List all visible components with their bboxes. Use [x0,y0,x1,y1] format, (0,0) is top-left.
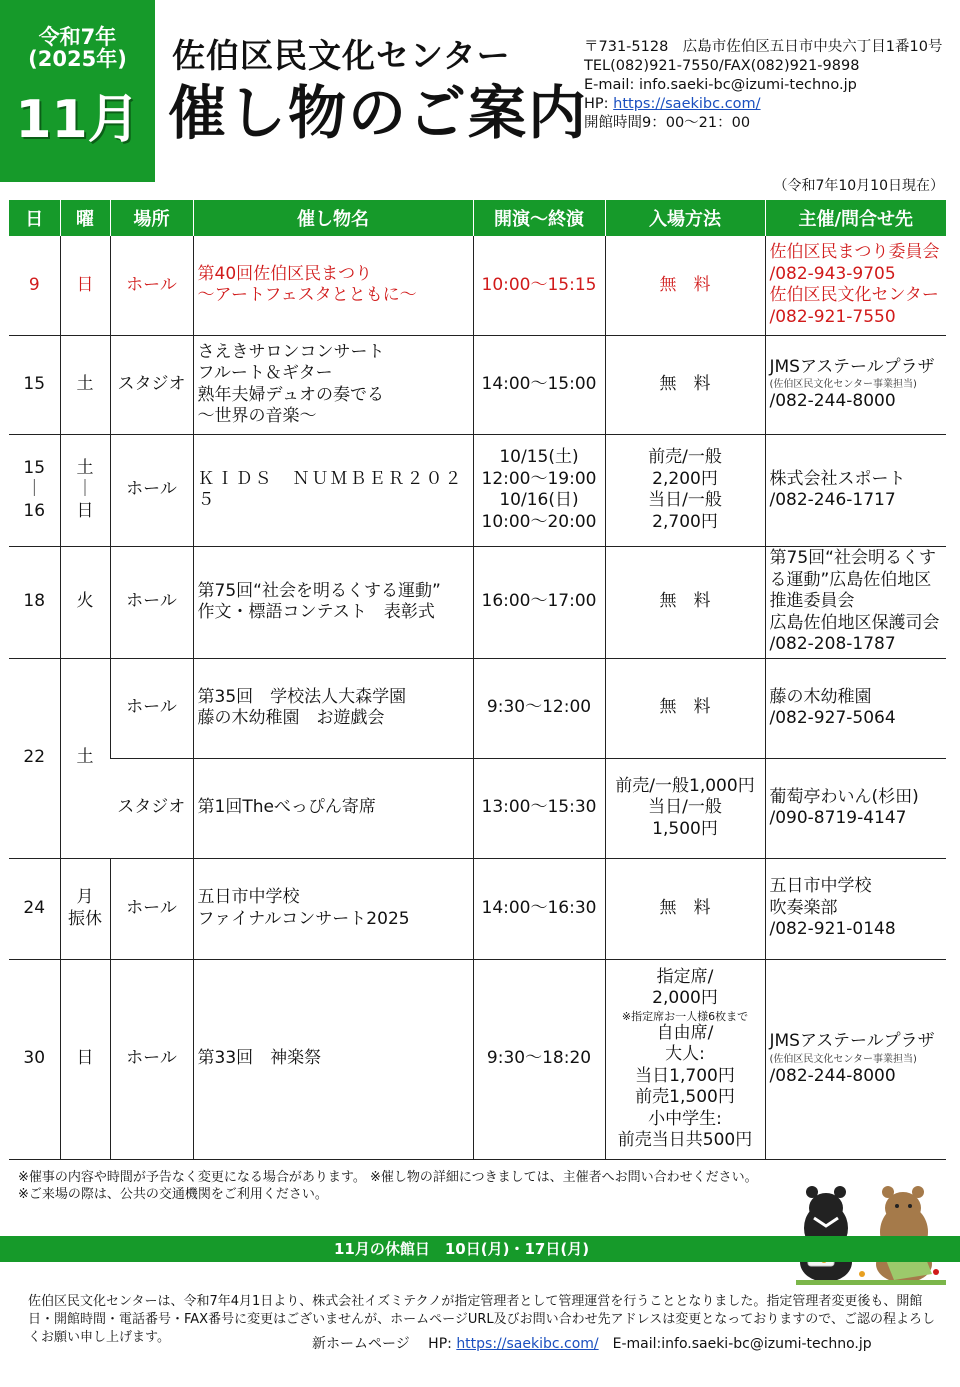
title-cell-line: 熟年夫婦デュオの奏でる [197,384,384,405]
title-cell [193,236,473,335]
entry-cell-line: 無 料 [659,897,711,918]
homepage-line [584,95,942,114]
organizer-cell [765,546,946,658]
entry-cell [605,858,765,959]
entry-cell-line: 1,500円 [652,818,718,839]
weekday-cell: 火 [60,546,110,658]
organizer-cell-line: 吹奏楽部 [769,897,838,918]
weekday-cell: 土 [60,335,110,434]
time-cell-line: 12:00～19:00 [481,468,597,489]
title-cell-line: ファイナルコンサート2025 [197,908,410,929]
column-header: 主催/問合せ先 [765,200,946,236]
venue-cell: スタジオ [110,758,193,858]
entry-cell [605,434,765,546]
title-cell [193,959,473,1159]
entry-cell-line: 前売当日共500円 [617,1130,753,1150]
title-cell-line: 第33回 神楽祭 [197,1048,322,1069]
entry-cell-line: 無 料 [659,373,711,394]
entry-cell-line: 小中学生: [648,1108,722,1129]
entry-cell-line: 2,200円 [652,468,718,489]
title-cell-line: ～アートフェスタとともに～ [197,285,417,306]
weekday-cell: 土 [60,658,110,858]
organizer-cell-line: 佐伯区民まつり委員会 [769,242,940,263]
time-cell-line: 10:00～20:00 [481,511,597,532]
organizer-cell [765,335,946,434]
badge-month: 11月 [15,90,140,150]
venue-cell: スタジオ [110,335,193,434]
table-row [9,758,946,858]
column-header: 曜 [60,200,110,236]
organizer-cell [765,434,946,546]
day-cell: 9 [9,236,60,335]
organizer-cell [765,858,946,959]
venue-cell: ホール [110,858,193,959]
entry-cell-line: 当日1,700円 [635,1065,735,1086]
time-cell-line: 16:00～17:00 [481,591,597,612]
organizer-cell-line: /082-208-1787 [769,634,896,655]
organizer-cell-line: /082-921-7550 [769,306,896,327]
note-line: ※ご来場の際は、公共の交通機関をご利用ください。 [18,1187,328,1202]
weekday-cell: 日 [60,959,110,1159]
day-cell: 15 [9,335,60,434]
day-cell: 22 [9,658,60,858]
entry-cell [605,236,765,335]
venue-cell: ホール [110,236,193,335]
entry-cell-line: 無 料 [659,274,711,295]
organizer-cell-line: JMSアステールプラザ [769,356,935,377]
footer-notice: 佐伯区民文化センターは、令和7年4月1日より、株式会社イズミテクノが指定管理者として管理運営を行うこととなりました。指定管理者変更後も、開館日・開館時間・電話番号・FAX番号に変更はございませんが、ホームページURL及びお問い合わせ先アドレスは変更となっておりますので、ご認の程よろしくお願い申し上げます。 [28,1294,935,1345]
time-cell-line: 14:00～16:30 [481,897,597,918]
title-cell-line: フルート＆ギター [197,363,333,383]
weekday-cell: 月 振休 [60,858,110,959]
day-cell: 18 [9,546,60,658]
badge-year: (2025年) [28,47,127,71]
hp-link[interactable]: https://saekibc.com/ [613,96,761,112]
entry-cell-line: 自由席/ [656,1022,714,1043]
table-row [9,335,946,434]
org-note: (佐伯区民文化センター事業担当) [769,379,917,390]
table-header-row [9,200,946,236]
title-cell-line: ＫＩＤＳ ＮＵＭＢＥＲ２０２５ [197,468,464,510]
title-cell [193,335,473,434]
venue-cell: ホール [110,959,193,1159]
time-cell-line: 10/16(日) [499,490,579,510]
entry-cell-line: ※指定席お一人様6枚まで [621,1009,749,1023]
time-cell-line: 10/15(土) [499,447,579,467]
time-cell-line: 9:30～12:00 [486,697,592,718]
venue-cell: ホール [110,658,193,758]
time-cell-line: 10:00～15:15 [481,274,597,295]
table-row [9,959,946,1159]
column-header: 日 [9,200,60,236]
time-cell [473,758,605,858]
table-row [9,658,946,758]
page-title: 催し物のご案内 [168,79,589,147]
entry-cell-line: 指定席/ [656,966,714,987]
venue-title: 佐伯区民文化センター [172,36,511,75]
title-cell-line: 第35回 学校法人大森学園 [197,686,407,707]
entry-cell-line: 当日/一般 [648,797,722,818]
time-cell [473,236,605,335]
footer-hp-link[interactable]: https://saekibc.com/ [456,1336,599,1352]
organizer-cell-line: 第75回“社会明るくす [769,548,936,569]
organizer-cell-line: 葡萄亭わいん(杉田) [769,786,919,807]
entry-cell-line: 無 料 [659,697,711,718]
footer-hp-label: 新ホームページ HP: [312,1336,457,1352]
entry-cell [605,335,765,434]
organizer-cell-line: 佐伯区民文化センター [769,285,939,306]
organizer-cell-line: 株式会社スポート [769,468,906,489]
entry-cell [605,758,765,858]
day-cell: 15 ｜ 16 [9,434,60,546]
organizer-cell-line: 五日市中学校 [769,876,872,897]
hp-label: HP: [584,96,614,112]
table-row [9,236,946,335]
organizer-cell [765,236,946,335]
organizer-cell [765,959,946,1159]
time-cell [473,658,605,758]
entry-cell-line: 当日/一般 [648,490,722,510]
organizer-cell-line: /082-921-0148 [769,919,896,940]
events-table [9,200,946,1160]
address: 〒731-5128 広島市佐伯区五日市中央六丁目1番10号 [584,39,943,55]
closed-days: 11月の休館日 10日(月)・17日(月) [334,1240,590,1258]
title-cell-line: 五日市中学校 [197,887,300,907]
entry-cell-line: 2,700円 [652,511,718,532]
era-year [0,26,155,70]
title-cell [193,758,473,858]
column-header: 催し物名 [193,200,473,236]
organizer-cell-line: /082-927-5064 [769,708,896,728]
time-cell [473,546,605,658]
month-badge [0,0,155,182]
day-cell: 24 [9,858,60,959]
organizer-cell-line: /082-246-1717 [769,490,896,510]
email: E-mail: info.saeki-bc@izumi-techno.jp [584,77,857,93]
time-cell [473,959,605,1159]
time-cell-line: 13:00～15:30 [481,797,597,818]
footer-email: E-mail:info.saeki-bc@izumi-techno.jp [598,1336,872,1352]
title-cell-line: ～世界の音楽～ [197,406,317,426]
time-cell [473,335,605,434]
time-cell-line: 9:30～18:20 [486,1048,592,1069]
entry-cell [605,658,765,758]
opening-hours: 開館時間9：00～21：00 [584,115,751,131]
notes [18,1169,758,1203]
time-cell-line: 14:00～15:00 [481,373,597,394]
contact-block [584,38,942,133]
venue-cell: ホール [110,546,193,658]
entry-cell [605,546,765,658]
venue-cell: ホール [110,434,193,546]
day-cell: 30 [9,959,60,1159]
footer-contact [312,1333,872,1353]
organizer-cell-line: JMSアステールプラザ [769,1031,935,1051]
entry-cell-line: 大人: [665,1044,705,1064]
title-cell [193,546,473,658]
column-header: 開演～終演 [473,200,605,236]
column-header: 場所 [110,200,193,236]
entry-cell-line: 2,000円 [652,988,718,1008]
column-header: 入場方法 [605,200,765,236]
table-row [9,858,946,959]
org-note: (佐伯区民文化センター事業担当) [769,1053,917,1065]
entry-cell [605,959,765,1159]
organizer-cell-line: /082-943-9705 [769,263,896,284]
title-cell-line: 第75回“社会を明るくする運動” [197,580,441,601]
title-cell-line: 作文・標語コンテスト 表彰式 [197,602,435,622]
entry-cell-line: 前売/一般1,000円 [615,775,755,796]
table-row [9,546,946,658]
time-cell [473,858,605,959]
organizer-cell-line: る運動”広島佐伯地区 [769,569,932,590]
title-cell-line: 第40回佐伯区民まつり [197,263,373,284]
note-line: ※催事の内容や時間が予告なく変更になる場合があります。 ※催し物の詳細につきましては、主催者へお問い合わせください。 [18,1170,758,1185]
entry-cell-line: 無 料 [659,591,711,612]
title-cell [193,858,473,959]
as-of-date: （令和7年10月10日現在） [773,178,944,194]
weekday-cell: 土 ｜ 日 [60,434,110,546]
weekday-cell: 日 [60,236,110,335]
entry-cell-line: 前売1,500円 [635,1087,735,1107]
title-cell-line: 藤の木幼稚園 お遊戯会 [197,708,385,728]
badge-era: 令和7年 [38,25,117,49]
organizer-cell-line: /090-8719-4147 [769,808,907,828]
title-cell [193,434,473,546]
two-bears-illustration [796,1180,946,1285]
title-cell [193,658,473,758]
table-row [9,434,946,546]
organizer-cell [765,658,946,758]
time-cell [473,434,605,546]
title-cell-line: 第1回Theべっぴん寄席 [197,797,376,818]
title-cell-line: さえきサロンコンサート [197,341,385,362]
organizer-cell-line: 推進委員会 [769,591,855,612]
organizer-cell-line: /082-244-8000 [769,391,896,411]
tel-fax: TEL(082)921-7550/FAX(082)921-9898 [584,58,860,74]
organizer-cell-line: /082-244-8000 [769,1065,896,1086]
closed-days-banner [0,1236,960,1262]
organizer-cell [765,758,946,858]
entry-cell-line: 前売/一般 [648,447,722,467]
organizer-cell-line: 広島佐伯地区保護司会 [769,612,940,633]
organizer-cell-line: 藤の木幼稚園 [769,686,872,707]
